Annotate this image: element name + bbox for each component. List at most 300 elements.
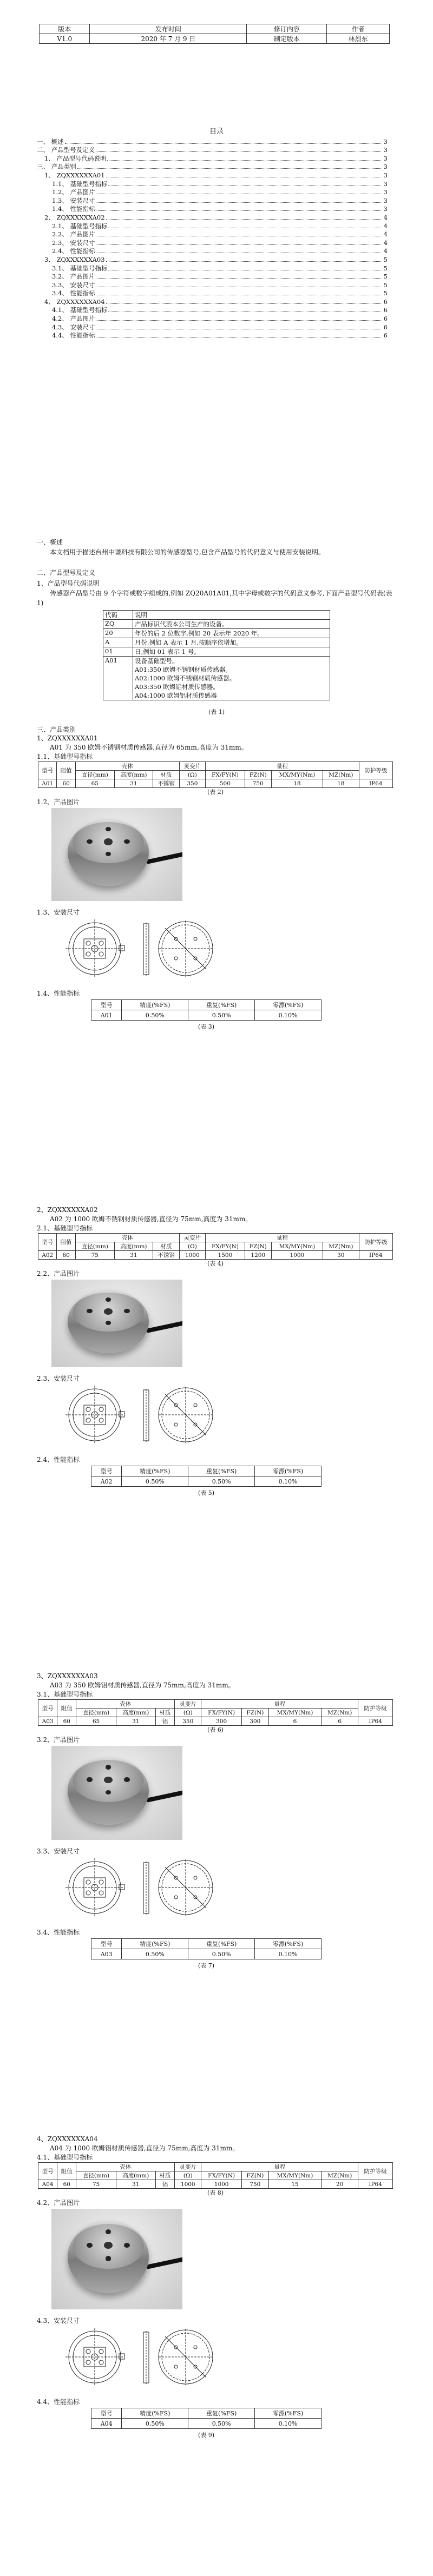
spec-sub: FZ(N): [241, 2171, 268, 2180]
performance-table: [91, 1466, 322, 1487]
spec-sub: 直径(mm): [76, 1708, 116, 1717]
category-heading: 三、产品类别: [37, 726, 76, 733]
perf-head: 型号: [91, 1000, 122, 1010]
toc-entry[interactable]: [37, 297, 388, 306]
spec-cell: 6: [268, 1717, 321, 1726]
toc-entry-title: 3、 ZQXXXXXXA03: [44, 255, 105, 263]
product-photo: [51, 1746, 182, 1840]
spec-sub: FZ(N): [241, 1708, 268, 1717]
spec-head: 壳体: [76, 2163, 175, 2171]
toc-entry-title: 3.1、 基础型号指标: [52, 264, 108, 272]
spec-caption: (表 6): [207, 1726, 224, 1733]
spec-cell: IP64: [359, 779, 392, 788]
toc-entry-page: 3: [383, 188, 388, 196]
spec-sub: MZ(Nm): [322, 1708, 358, 1717]
spec-sub: FZ(N): [245, 771, 271, 779]
perf-head: 重复(%FS): [188, 1939, 255, 1949]
toc-entry-page: 5: [383, 281, 388, 289]
spec-cell: 31: [114, 779, 153, 788]
perf-cell: 0.50%: [188, 1010, 255, 1021]
toc-entry-page: 6: [383, 323, 388, 331]
spec-sub: FX/FY(N): [206, 1242, 245, 1251]
code-row: [103, 629, 330, 638]
perf-cell: A04: [91, 2419, 122, 2429]
code-table-caption: (表 1): [208, 708, 225, 716]
spec-cell: A04: [38, 2180, 57, 2189]
toc-entry-page: 4: [383, 239, 388, 247]
toc-entry-title: 4.2、 产品图片: [52, 315, 95, 323]
spec-head: 型号: [38, 1700, 57, 1717]
perf-cell: 0.50%: [188, 1476, 255, 1487]
product-desc: A01 为 350 欧姆不锈钢材质传感器,直径为 65mm,高度为 31mm。: [50, 744, 248, 751]
code-head: 代码: [103, 611, 133, 620]
spec-head: 壳体: [75, 1234, 179, 1242]
spec-heading: 3.1、基础型号指标: [37, 1691, 93, 1698]
code-table: [103, 610, 330, 700]
toc-entry[interactable]: [37, 239, 388, 247]
spec-head: 量程: [206, 1234, 359, 1242]
toc-entry-title: 4.4、 性能指标: [52, 332, 95, 340]
spec-caption: (表 8): [207, 2189, 224, 2196]
product-photo: [51, 1280, 182, 1367]
spec-sub: 材质: [153, 771, 179, 779]
spec-sub: 直径(mm): [75, 1242, 114, 1251]
toc-entry[interactable]: [37, 171, 388, 180]
toc-entry-page: 5: [383, 264, 388, 272]
perf-cell: 0.50%: [122, 1476, 188, 1487]
perf-head: 精度(%FS): [122, 1466, 188, 1476]
spec-sub: FZ(N): [245, 1242, 271, 1251]
toc-entry[interactable]: [37, 180, 388, 188]
toc-leader: [96, 278, 381, 279]
spec-cell: 30: [323, 1251, 359, 1260]
rev-cell: 林烈东: [327, 34, 390, 44]
photo-heading: 1.2、产品图片: [37, 798, 80, 806]
toc-entry-title: 1.1、 基础型号指标: [52, 180, 108, 188]
spec-sub: (Ω): [175, 1708, 201, 1717]
rev-col: 作者: [327, 24, 390, 34]
perf-cell: 0.50%: [122, 1949, 188, 1959]
toc-entry-page: 3: [383, 137, 388, 145]
product-desc: A03 为 350 欧姆铝材质传感器,直径为 75mm,高度为 31mm。: [50, 1681, 235, 1689]
toc-entry-title: 3.2、 产品图片: [52, 273, 95, 281]
toc-entry-page: 4: [383, 247, 388, 255]
toc-title: 目录: [209, 128, 224, 136]
spec-cell: 31: [114, 1251, 153, 1260]
toc-entry-title: 2、 ZQXXXXXXA02: [44, 213, 105, 221]
product-desc: A02 为 1000 欧姆不锈钢材质传感器,直径为 75mm,高度为 31mm。: [50, 1215, 252, 1223]
spec-sub: MX/MY(Nm): [271, 1242, 323, 1251]
perf-cell: 0.10%: [255, 1476, 322, 1487]
performance-caption: (表 5): [198, 1489, 215, 1496]
spec-head: 量程: [201, 1700, 358, 1708]
performance-caption: (表 9): [198, 2432, 215, 2439]
spec-cell: 60: [57, 779, 75, 788]
toc-entry[interactable]: [37, 230, 388, 239]
rev-cell: V1.0: [40, 34, 90, 44]
code-cell: 01: [103, 647, 133, 657]
perf-cell: 0.50%: [188, 1949, 255, 1959]
spec-sub: 高度(mm): [114, 771, 153, 779]
toc-leader: [65, 143, 381, 144]
spec-cell: 1000: [179, 1251, 205, 1260]
toc-entry-page: 5: [383, 273, 388, 281]
toc-entry[interactable]: [37, 306, 388, 315]
perf-cell: 0.50%: [122, 1010, 188, 1021]
revision-table: [39, 24, 390, 44]
toc-leader: [96, 202, 381, 203]
performance-table: [91, 999, 322, 1021]
spec-cell: 60: [57, 1717, 76, 1726]
performance-table: [91, 2408, 322, 2429]
photo-heading: 4.2、产品图片: [37, 2199, 80, 2207]
spec-sub: (Ω): [175, 2171, 201, 2180]
spec-cell: 铝: [155, 2180, 174, 2189]
spec-heading: 4.1、基础型号指标: [37, 2154, 93, 2161]
spec-sub: MZ(Nm): [323, 1242, 359, 1251]
perf-cell: 0.50%: [188, 2419, 255, 2429]
spec-cell: 铝: [155, 1717, 174, 1726]
spec-sub: FX/FY(N): [201, 1708, 241, 1717]
rev-col: 版本: [40, 24, 90, 34]
perf-head: 重复(%FS): [188, 2408, 255, 2419]
perf-head: 零漂(%FS): [255, 1466, 322, 1476]
spec-sub: 直径(mm): [76, 2171, 116, 2180]
spec-heading: 1.1、基础型号指标: [37, 753, 93, 760]
spec-sub: FX/FY(N): [201, 2171, 241, 2180]
spec-sub: MZ(Nm): [322, 2171, 358, 2180]
toc-entry-title: 3.4、 性能指标: [52, 289, 95, 297]
code-desc: 月份,例如 A 表示 1 月,按顺序依增加。: [133, 638, 330, 647]
spec-table: [38, 2162, 393, 2189]
spec-table: [38, 1233, 393, 1260]
spec-head: 壳体: [75, 762, 179, 771]
code-desc: 设备基础型号。 A01:350 欧姆不锈钢材质传感器。 A02:1000 欧姆不锈钢材质传感器。 A03:350 欧姆铝材质传感器。 A04:1000 欧姆铝材质传感器: [133, 657, 330, 700]
spec-sub: 直径(mm): [75, 771, 114, 779]
toc-entry[interactable]: [37, 255, 388, 264]
toc-entry-title: 1、 产品型号代码说明: [44, 154, 107, 162]
spec-sub: 材质: [155, 1708, 174, 1717]
toc-leader: [96, 210, 381, 211]
perf-head: 零漂(%FS): [255, 1000, 322, 1010]
spec-head: 型号: [38, 762, 57, 779]
photo-heading: 2.2、产品图片: [37, 1270, 80, 1277]
product-photo: [51, 808, 182, 901]
code-row: [103, 620, 330, 629]
toc-leader: [77, 168, 381, 169]
spec-cell: 300: [241, 1717, 268, 1726]
toc-leader: [96, 151, 381, 152]
spec-sub: 材质: [155, 2171, 174, 2180]
toc-entry-title: 2.1、 基础型号指标: [52, 222, 108, 230]
toc-entry-title: 二、 产品型号及定义: [37, 146, 95, 154]
spec-head: 防护等级: [359, 762, 392, 779]
spec-sub: MX/MY(Nm): [268, 1708, 321, 1717]
rev-cell: 2020 年 7 月 9 日: [90, 34, 247, 44]
toc-entry-page: 5: [383, 289, 388, 297]
toc-entry[interactable]: [37, 273, 388, 281]
spec-sub: 高度(mm): [116, 2171, 155, 2180]
spec-head: 阻值: [57, 1234, 75, 1251]
spec-cell: 65: [76, 1717, 116, 1726]
perf-head: 型号: [91, 1939, 122, 1949]
toc-entry[interactable]: [37, 196, 388, 205]
perf-head: 型号: [91, 2408, 122, 2419]
spec-head: 灵变片: [175, 1700, 201, 1708]
toc-entry[interactable]: [37, 213, 388, 222]
spec-cell: 31: [116, 2180, 155, 2189]
spec-cell: 500: [206, 779, 245, 788]
dimension-drawing: [62, 917, 219, 982]
toc-entry[interactable]: [37, 137, 388, 146]
toc-entry-page: 4: [383, 230, 388, 239]
toc-entry-title: 2.3、 安装尺寸: [52, 239, 95, 247]
spec-sub: 材质: [153, 1242, 179, 1251]
performance-caption: (表 7): [198, 1962, 215, 1969]
toc-entry-title: 1、 ZQXXXXXXA01: [44, 171, 105, 179]
spec-sub: (Ω): [179, 1242, 205, 1251]
spec-caption: (表 4): [207, 1260, 224, 1267]
perf-cell: 0.50%: [122, 2419, 188, 2429]
toc-entry-page: 3: [383, 146, 388, 154]
toc-entry[interactable]: [37, 314, 388, 323]
spec-cell: 18: [271, 779, 323, 788]
spec-head: 型号: [38, 2163, 57, 2180]
code-cell: A01: [103, 657, 133, 700]
model-def-body: 传感器产品型号由 9 个字符或数字组成的,例如 ZQ20A01A01,其中字母或数字的代码意义参考,下面产品型号代码表(表 1): [37, 590, 392, 607]
spec-table: [38, 1699, 393, 1726]
toc-entry-page: 4: [383, 222, 388, 230]
code-head: 说明: [133, 611, 330, 620]
perf-cell: A03: [91, 1949, 122, 1959]
product-photo: [51, 2209, 182, 2309]
spec-head: 型号: [38, 1234, 57, 1251]
toc-entry[interactable]: [37, 163, 388, 171]
spec-cell: 1000: [271, 1251, 323, 1260]
perf-cell: 0.10%: [255, 1010, 322, 1021]
code-desc: 年份的后 2 位数字,例如 20 表示年 2020 年。: [133, 629, 330, 638]
perf-cell: A02: [91, 1476, 122, 1487]
performance-heading: 4.4、性能指标: [37, 2398, 80, 2406]
model-def-subheading: 1、产品型号代码说明: [37, 580, 100, 587]
dimension-drawing: [62, 1856, 219, 1921]
spec-sub: (Ω): [179, 771, 205, 779]
spec-head: 防护等级: [358, 1700, 393, 1717]
toc-leader: [106, 219, 381, 220]
spec-head: 阻值: [57, 2163, 76, 2180]
overview-heading: 一、概述: [37, 539, 63, 546]
toc-entry[interactable]: [37, 289, 388, 298]
toc-entry-page: 5: [383, 255, 388, 263]
toc-leader: [96, 320, 381, 321]
spec-cell: 1000: [175, 2180, 201, 2189]
spec-cell: 75: [75, 1251, 114, 1260]
spec-table: [38, 761, 393, 788]
toc-entry-page: 3: [383, 154, 388, 162]
dimension-drawing: [62, 2326, 219, 2390]
perf-head: 型号: [91, 1466, 122, 1476]
performance-table: [91, 1938, 322, 1959]
code-cell: A: [103, 638, 133, 647]
spec-cell: 不锈钢: [153, 1251, 179, 1260]
performance-heading: 2.4、性能指标: [37, 1456, 80, 1464]
spec-cell: 65: [75, 779, 114, 788]
spec-cell: IP64: [358, 2180, 393, 2189]
code-row: [103, 657, 330, 700]
spec-caption: (表 2): [207, 789, 224, 796]
spec-cell: 1500: [206, 1251, 245, 1260]
toc-entry-title: 1.3、 安装尺寸: [52, 196, 95, 204]
toc-entry-title: 4.1、 基础型号指标: [52, 306, 108, 314]
spec-cell: IP64: [358, 1717, 393, 1726]
code-row: [103, 647, 330, 657]
spec-head: 壳体: [76, 1700, 175, 1708]
model-def-heading: 二、产品型号及定义: [37, 569, 96, 577]
toc-entry-page: 3: [383, 196, 388, 204]
toc-entry[interactable]: [37, 323, 388, 332]
toc-leader: [96, 244, 381, 245]
perf-head: 零漂(%FS): [255, 1939, 322, 1949]
spec-cell: 350: [175, 1717, 201, 1726]
spec-head: 防护等级: [359, 1234, 392, 1251]
performance-heading: 3.4、性能指标: [37, 1929, 80, 1936]
spec-sub: FX/FY(N): [206, 771, 245, 779]
spec-cell: 不锈钢: [153, 779, 179, 788]
toc-leader: [106, 261, 381, 262]
perf-head: 精度(%FS): [122, 2408, 188, 2419]
toc-entry[interactable]: [37, 222, 388, 230]
spec-head: 灵变片: [179, 1234, 205, 1242]
perf-head: 精度(%FS): [122, 1939, 188, 1949]
perf-cell: A01: [91, 1010, 122, 1021]
spec-sub: 高度(mm): [116, 1708, 155, 1717]
spec-cell: A01: [38, 779, 57, 788]
spec-cell: 75: [76, 2180, 116, 2189]
performance-caption: (表 3): [198, 1023, 215, 1030]
toc-entry[interactable]: [37, 205, 388, 214]
code-cell: ZQ: [103, 620, 133, 629]
spec-cell: A02: [38, 1251, 57, 1260]
toc-entry[interactable]: [37, 146, 388, 155]
toc-entry-title: 一、 概述: [37, 137, 64, 145]
spec-head: 量程: [206, 762, 359, 771]
toc-entry-title: 2.4、 性能指标: [52, 247, 95, 255]
overview-body: 本文档用于描述台州中谦科技有限公司的传感器型号,包含产品型号的代码意义与使用安装说明。: [50, 548, 325, 556]
spec-sub: MX/MY(Nm): [271, 771, 323, 779]
product-desc: A04 为 1000 欧姆铝材质传感器,直径为 75mm,高度为 31mm。: [50, 2144, 239, 2152]
spec-cell: 750: [241, 2180, 268, 2189]
toc-entry-title: 1.2、 产品图片: [52, 188, 95, 196]
table-of-contents: [37, 137, 388, 340]
toc-entry-title: 4.3、 安装尺寸: [52, 323, 95, 331]
code-desc: 产品标识代表本公司生产的设备。: [133, 620, 330, 629]
photo-heading: 3.2、产品图片: [37, 1736, 80, 1744]
spec-cell: A03: [38, 1717, 57, 1726]
spec-cell: 15: [268, 2180, 321, 2189]
spec-head: 灵变片: [175, 2163, 201, 2171]
toc-entry[interactable]: [37, 188, 388, 197]
toc-entry-page: 3: [383, 171, 388, 179]
dimension-heading: 2.3、安装尺寸: [37, 1375, 80, 1382]
product-heading: 4、ZQXXXXXXA04: [37, 2135, 98, 2143]
rev-col: 修订内容: [247, 24, 327, 34]
spec-cell: 18: [323, 779, 359, 788]
perf-head: 重复(%FS): [188, 1466, 255, 1476]
toc-entry-page: 3: [383, 205, 388, 213]
toc-entry-page: 6: [383, 297, 388, 306]
perf-head: 零漂(%FS): [255, 2408, 322, 2419]
dimension-heading: 1.3、安装尺寸: [37, 909, 80, 916]
product-heading: 2、ZQXXXXXXA02: [37, 1206, 98, 1214]
toc-entry-page: 3: [383, 163, 388, 171]
product-heading: 1、ZQXXXXXXA01: [37, 734, 98, 742]
toc-entry[interactable]: [37, 332, 388, 340]
spec-head: 量程: [201, 2163, 358, 2171]
toc-entry-title: 3.3、 安装尺寸: [52, 281, 95, 289]
spec-cell: 300: [201, 1717, 241, 1726]
toc-entry[interactable]: [37, 281, 388, 289]
perf-cell: 0.10%: [255, 2419, 322, 2429]
code-cell: 20: [103, 629, 133, 638]
spec-cell: 20: [322, 2180, 358, 2189]
perf-head: 精度(%FS): [122, 1000, 188, 1010]
spec-cell: 60: [57, 2180, 76, 2189]
spec-cell: 6: [322, 1717, 358, 1726]
toc-entry-page: 3: [383, 180, 388, 188]
code-desc: 日,例如 01 表示 1 号。: [133, 647, 330, 657]
spec-head: 阻值: [57, 1700, 76, 1717]
dimension-heading: 3.3、安装尺寸: [37, 1847, 80, 1855]
spec-head: 防护等级: [358, 2163, 393, 2180]
toc-entry[interactable]: [37, 154, 388, 163]
code-row: [103, 638, 330, 647]
dimension-drawing: [62, 1383, 219, 1448]
performance-heading: 1.4、性能指标: [37, 990, 80, 997]
toc-entry-title: 2.2、 产品图片: [52, 230, 95, 239]
toc-entry-page: 6: [383, 306, 388, 314]
spec-head: 阻值: [57, 762, 75, 779]
toc-entry-page: 6: [383, 315, 388, 323]
toc-entry[interactable]: [37, 264, 388, 273]
perf-head: 重复(%FS): [188, 1000, 255, 1010]
spec-head: 灵变片: [179, 762, 205, 771]
rev-col: 发布时间: [90, 24, 247, 34]
toc-entry-title: 4、 ZQXXXXXXA04: [44, 297, 105, 306]
dimension-heading: 4.3、安装尺寸: [37, 2317, 80, 2325]
spec-sub: MX/MY(Nm): [268, 2171, 321, 2180]
rev-cell: 制定版本: [247, 34, 327, 44]
spec-cell: 1000: [201, 2180, 241, 2189]
toc-entry-page: 6: [383, 332, 388, 340]
toc-leader: [106, 303, 381, 304]
perf-cell: 0.10%: [255, 1949, 322, 1959]
spec-sub: 高度(mm): [114, 1242, 153, 1251]
spec-cell: IP64: [359, 1251, 392, 1260]
spec-cell: 750: [245, 779, 271, 788]
toc-entry-page: 4: [383, 213, 388, 221]
spec-sub: MZ(Nm): [323, 771, 359, 779]
product-heading: 3、ZQXXXXXXA03: [37, 1672, 98, 1680]
spec-cell: 1200: [245, 1251, 271, 1260]
spec-heading: 2.1、基础型号指标: [37, 1224, 93, 1232]
spec-cell: 60: [57, 1251, 75, 1260]
toc-entry[interactable]: [37, 247, 388, 256]
toc-entry-title: 三、 产品类别: [37, 163, 76, 171]
toc-entry-title: 1.4、 性能指标: [52, 205, 95, 213]
toc-leader: [107, 160, 381, 161]
spec-cell: 31: [116, 1717, 155, 1726]
spec-cell: 350: [179, 779, 205, 788]
